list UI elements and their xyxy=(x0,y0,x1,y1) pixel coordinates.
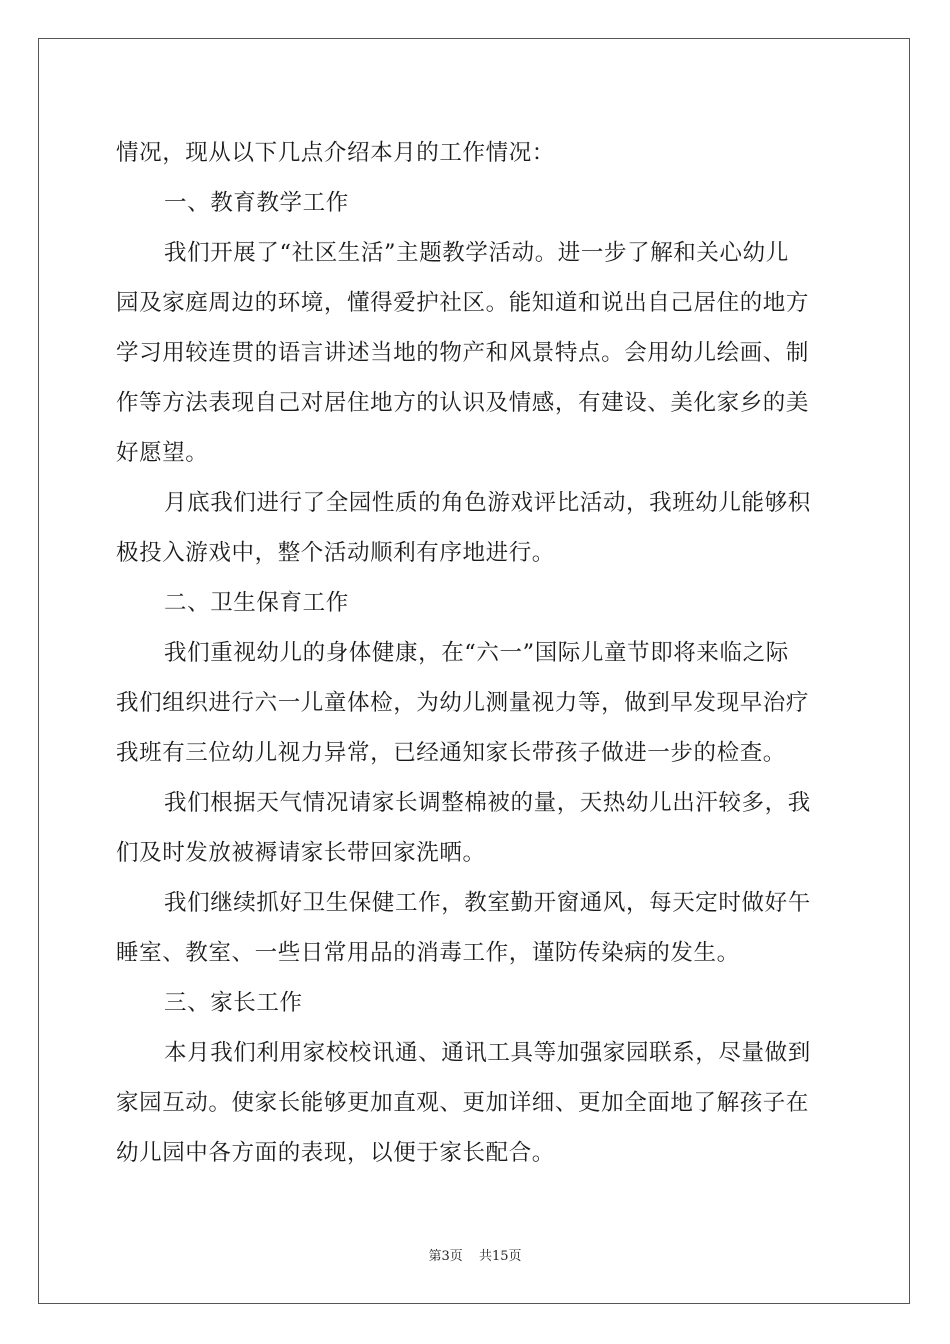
text-line: 月底我们进行了全园性质的角色游戏评比活动，我班幼儿能够积 xyxy=(164,490,811,516)
text-line: 家园互动。使家长能够更加直观、更加详细、更加全面地了解孩子在 xyxy=(116,1090,810,1116)
text-line: 我们组织进行六一儿童体检，为幼儿测量视力等，做到早发现早治疗 xyxy=(116,690,810,716)
text-line: 三、家长工作 xyxy=(164,990,303,1016)
text-line: 幼儿园中各方面的表现，以便于家长配合。 xyxy=(116,1140,555,1166)
text-line: 我班有三位幼儿视力异常，已经通知家长带孩子做进一步的检查。 xyxy=(116,740,786,766)
text-line: 我们重视幼儿的身体健康，在“六一”国际儿童节即将来临之际 xyxy=(164,640,789,666)
text-line: 睡室、教室、一些日常用品的消毒工作，谨防传染病的发生。 xyxy=(116,940,740,966)
page-total: 共15页 xyxy=(478,1249,522,1264)
text-line: 作等方法表现自己对居住地方的认识及情感，有建设、美化家乡的美 xyxy=(116,390,810,416)
text-line: 我们继续抓好卫生保健工作，教室勤开窗通风，每天定时做好午 xyxy=(164,890,811,916)
text-line: 我们根据天气情况请家长调整棉被的量，天热幼儿出汗较多，我 xyxy=(164,790,811,816)
document-body xyxy=(116,128,836,1178)
text-line: 我们开展了“社区生活”主题教学活动。进一步了解和关心幼儿 xyxy=(164,240,789,266)
text-line: 们及时发放被褥请家长带回家洗晒。 xyxy=(116,840,486,866)
text-line: 极投入游戏中，整个活动顺利有序地进行。 xyxy=(116,540,555,566)
page-footer xyxy=(0,1245,950,1264)
text-line: 情况，现从以下几点介绍本月的工作情况： xyxy=(116,140,555,166)
page-number: 第3页 xyxy=(428,1249,463,1264)
text-line: 二、卫生保育工作 xyxy=(164,590,349,616)
text-line: 园及家庭周边的环境，懂得爱护社区。能知道和说出自己居住的地方 xyxy=(116,290,810,316)
text-line: 一、教育教学工作 xyxy=(164,190,349,216)
text-line: 学习用较连贯的语言讲述当地的物产和风景特点。会用幼儿绘画、制 xyxy=(116,340,810,366)
text-line: 好愿望。 xyxy=(116,440,209,466)
text-line: 本月我们利用家校校讯通、通讯工具等加强家园联系，尽量做到 xyxy=(164,1040,811,1066)
